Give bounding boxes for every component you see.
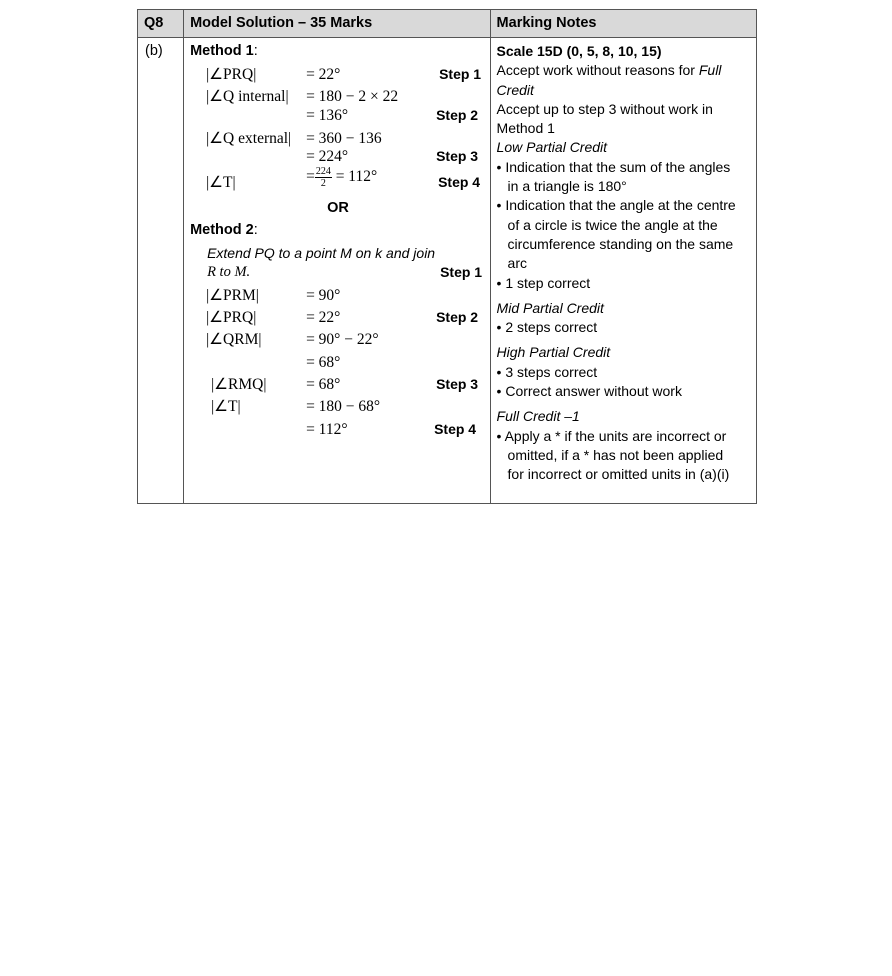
marking-notes [491, 38, 756, 485]
m1-lhs-1: |∠PRQ| [206, 66, 257, 83]
m2-step-4: Step 4 [434, 421, 477, 437]
m1-step-1: Step 1 [439, 66, 482, 82]
m2-intro-line1: Extend PQ to a point M on k and join [207, 245, 436, 261]
full-bullet-1a: • Apply a * if the units are incorrect or [496, 427, 727, 444]
m2-rhs-4: = 68° [306, 354, 341, 371]
accept-step3-line1: Accept up to step 3 without work in [496, 100, 713, 117]
mid-bullet-1: • 2 steps correct [496, 319, 598, 336]
m2-step-2: Step 2 [436, 309, 479, 325]
m2-rhs-7: = 112° [306, 421, 348, 438]
or-separator: OR [327, 200, 349, 216]
solution-cell [184, 38, 490, 504]
m2-rhs-2: = 22° [306, 309, 341, 326]
low-bullet-2b: of a circle is twice the angle at the [507, 216, 718, 233]
m1-step-3: Step 3 [436, 148, 479, 164]
low-partial-title: Low Partial Credit [496, 139, 608, 156]
m1-step-2: Step 2 [436, 107, 479, 123]
m2-rhs-3: = 90° − 22° [306, 331, 379, 348]
low-bullet-1a: • Indication that the sum of the angles [496, 158, 731, 175]
m1-rhs-5: = 224° [306, 148, 349, 165]
high-bullet-1: • 3 steps correct [496, 363, 598, 380]
table-header-row [138, 10, 757, 38]
part-label: (b) [145, 43, 163, 59]
marking-scheme-table [137, 9, 757, 504]
accept-full-credit-line1: Accept work without reasons for Full [496, 62, 722, 79]
method2-title: Method 2: [190, 222, 258, 238]
m2-rhs-1: = 90° [306, 287, 341, 304]
m2-lhs-2: |∠PRQ| [206, 309, 257, 326]
header-marking-notes: Marking Notes [490, 10, 756, 38]
accept-step3-line2: Method 1 [496, 120, 555, 137]
low-bullet-2d: arc [507, 255, 527, 272]
m2-rhs-6: = 180 − 68° [306, 398, 381, 415]
low-bullet-1b: in a triangle is 180° [507, 178, 627, 195]
m1-rhs-6: = $\frac{224}{2}$ = 112° [306, 166, 378, 189]
m2-rhs-5: = 68° [306, 376, 341, 393]
high-bullet-2: • Correct answer without work [496, 383, 682, 400]
full-credit-title: Full Credit –1 [496, 408, 580, 425]
fraction-224-over-2: $\frac{224}{2}$ [315, 166, 331, 189]
m1-rhs-1: = 22° [306, 66, 341, 83]
header-question: Q8 [138, 10, 184, 38]
m1-step-4: Step 4 [438, 174, 481, 190]
m2-step-3: Step 3 [436, 376, 479, 392]
full-bullet-1b: omitted, if a * has not been applied [507, 446, 724, 463]
scale-line: Scale 15D (0, 5, 8, 10, 15) [496, 43, 662, 59]
m2-lhs-1: |∠PRM| [206, 287, 259, 304]
low-bullet-3: • 1 step correct [496, 274, 591, 291]
m2-lhs-6: |∠T| [211, 398, 241, 415]
m1-rhs-3: = 136° [306, 107, 349, 124]
part-label-cell [138, 38, 184, 504]
low-bullet-2c: circumference standing on the same [507, 235, 734, 252]
accept-full-credit-line2: Credit [496, 81, 534, 98]
m1-lhs-6: |∠T| [206, 174, 236, 191]
mid-partial-title: Mid Partial Credit [496, 299, 604, 316]
m2-step-1: Step 1 [440, 264, 483, 280]
method1-title: Method 1: [190, 43, 258, 59]
low-bullet-2a: • Indication that the angle at the centre [496, 197, 736, 214]
marking-notes-cell [490, 38, 756, 504]
m2-lhs-3: |∠QRM| [206, 331, 262, 348]
m1-rhs-2: = 180 − 2 × 22 [306, 88, 399, 105]
high-partial-title: High Partial Credit [496, 344, 611, 361]
m1-rhs-4: = 360 − 136 [306, 130, 382, 147]
m2-intro-line2: R to M. [207, 264, 251, 280]
table-body-row [138, 38, 757, 504]
m2-lhs-5: |∠RMQ| [211, 376, 267, 393]
full-bullet-1c: for incorrect or omitted units in (a)(i) [507, 466, 730, 483]
header-model-solution: Model Solution – 35 Marks [184, 10, 490, 38]
m1-lhs-4: |∠Q external| [206, 130, 292, 147]
m1-lhs-2: |∠Q internal| [206, 88, 289, 105]
